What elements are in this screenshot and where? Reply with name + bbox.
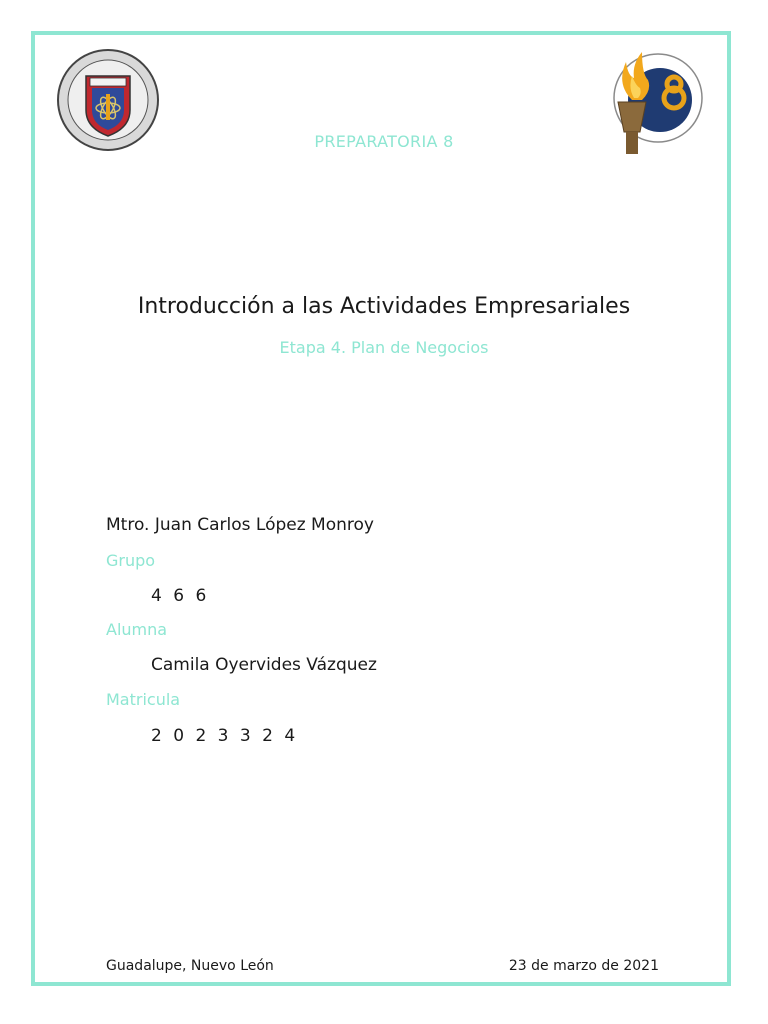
page-border <box>31 31 731 986</box>
teacher-name: Mtro. Juan Carlos López Monroy <box>106 515 374 535</box>
id-label: Matricula <box>106 690 181 709</box>
footer-date: 23 de marzo de 2021 <box>508 958 659 974</box>
student-label: Alumna <box>106 620 168 639</box>
group-value: 4 6 6 <box>151 586 210 606</box>
student-name: Camila Oyervides Vázquez <box>151 655 377 675</box>
footer-place: Guadalupe, Nuevo León <box>106 958 274 974</box>
document-subtitle: Etapa 4. Plan de Negocios <box>279 338 489 357</box>
document-title: Introducción a las Actividades Empresariales <box>137 294 631 319</box>
id-value: 2 0 2 3 3 2 4 <box>151 726 299 746</box>
group-label: Grupo <box>106 551 156 570</box>
school-name: PREPARATORIA 8 <box>314 132 454 151</box>
